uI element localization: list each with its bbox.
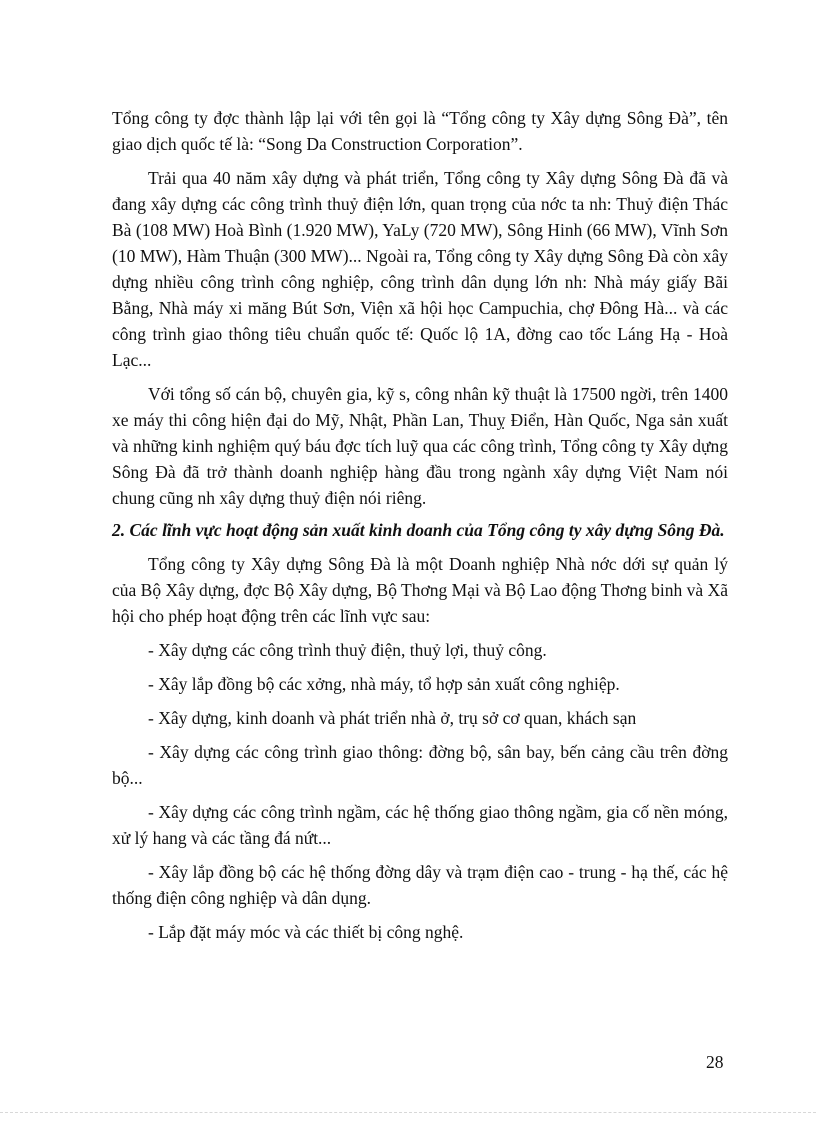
list-item: - Xây dựng, kinh doanh và phát triển nhà ở, trụ sở cơ quan, khách sạn [148,708,637,728]
history-paragraph: Trải qua 40 năm xây dựng và phát triển, Tổng công ty Xây dựng Sông Đà đã và đang xây dựng các công trình thuỷ điện lớn, quan trọng của nớc ta nh: Thuỷ điện Thác Bà (108 MW) Hoà Bình (1.920 MW), YaLy (720 MW), Sông Hinh (66 MW), Vĩnh Sơn (10 MW), Hàm Thuận (300 MW)... Ngoài ra, Tổng công ty Xây dựng Sông Đà còn xây dựng nhiều công trình công nghiệp, công trình dân dụng lớn nh: Nhà máy giấy Bãi Bằng, Nhà máy xi măng Bút Sơn, Viện xã hội học Campuchia, chợ Đông Hà... và các công trình giao thông tiêu chuẩn quốc tế: Quốc lộ 1A, đờng cao tốc Láng Hạ - Hoà Lạc... [112,168,728,370]
document-page [112,105,728,953]
list-item: - Xây lắp đồng bộ các hệ thống đờng dây và trạm điện cao - trung - hạ thế, các hệ thống điện công nghiệp và dân dụng. [112,862,728,908]
list-item: - Xây dựng các công trình thuỷ điện, thuỷ lợi, thuỷ công. [148,640,547,660]
section-heading: 2. Các lĩnh vực hoạt động sản xuất kinh doanh của Tổng công ty xây dựng Sông Đà. [112,520,725,540]
list-item: - Xây dựng các công trình giao thông: đờng bộ, sân bay, bến cảng cầu trên đờng bộ... [112,742,728,788]
list-item: - Xây dựng các công trình ngầm, các hệ thống giao thông ngầm, gia cố nền móng, xử lý hang và các tầng đá nứt... [112,802,728,848]
intro-paragraph: Tổng công ty đợc thành lập lại với tên gọi là “Tổng công ty Xây dựng Sông Đà”, tên giao dịch quốc tế là: “Song Da Construction Corporation”. [112,108,728,154]
page-number: 28 [706,1052,724,1072]
activities-list [112,637,728,945]
page-bottom-divider [0,1112,816,1113]
list-item: - Lắp đặt máy móc và các thiết bị công nghệ. [148,922,464,942]
list-item: - Xây lắp đồng bộ các xởng, nhà máy, tổ hợp sản xuất công nghiệp. [148,674,620,694]
section-intro-paragraph: Tổng công ty Xây dựng Sông Đà là một Doanh nghiệp Nhà nớc dới sự quản lý của Bộ Xây dựng, đợc Bộ Xây dựng, Bộ Thơng Mại và Bộ Lao động Thơng binh và Xã hội cho phép hoạt động trên các lĩnh vực sau: [112,554,728,626]
staff-paragraph: Với tổng số cán bộ, chuyên gia, kỹ s, công nhân kỹ thuật là 17500 ngời, trên 1400 xe máy thi công hiện đại do Mỹ, Nhật, Phần Lan, Thuỵ Điển, Hàn Quốc, Nga sản xuất và những kinh nghiệm quý báu đợc tích luỹ qua các công trình, Tổng công ty Xây dựng Sông Đà đã trở thành doanh nghiệp hàng đầu trong ngành xây dựng Việt Nam nói chung cũng nh xây dựng thuỷ điện nói riêng. [112,384,728,508]
